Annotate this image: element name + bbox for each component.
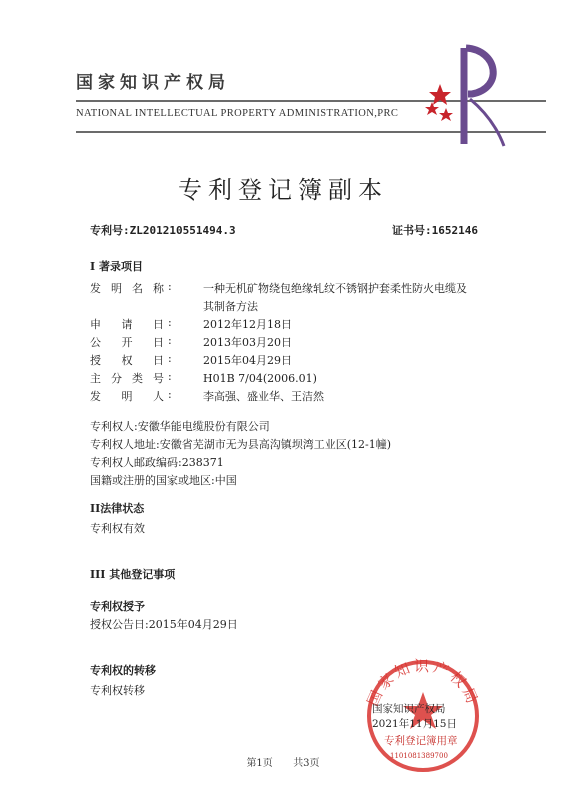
page-total: 共3页 (293, 758, 320, 769)
grant-subtitle: 专利权授予 (90, 600, 145, 613)
transfer-subtitle: 专利权的转移 (90, 664, 156, 677)
page-footer (0, 754, 566, 769)
document-title: 专利登记簿副本 (178, 176, 388, 204)
row-label: 发 明 名 称 (90, 282, 164, 295)
patentee-address: 专利权人地址:安徽省芜湖市无为县高沟镇坝湾工业区(12-1幢) (90, 438, 391, 451)
row-main-classification: 主 分 类 号 : H01B 7/04(2006.01) (0, 370, 566, 388)
row-invention-title: 发 明 名 称 : 一种无机矿物绕包绝缘轧纹不锈钢护套柔性防火电缆及其制备方法 (0, 280, 566, 316)
cnipa-logo-icon (418, 44, 508, 148)
org-name-en: NATIONAL INTELLECTUAL PROPERTY ADMINISTRATION,PRC (76, 108, 399, 119)
classification-value: H01B 7/04(2006.01) (203, 372, 317, 385)
patentee-country: 国籍或注册的国家或地区:中国 (90, 474, 237, 487)
legal-status-value: 专利权有效 (90, 522, 145, 535)
row-grant-date: 授 权 日 : 2015年04月29日 (0, 352, 566, 370)
grant-announcement-date: 授权公告日:2015年04月29日 (90, 618, 238, 631)
svg-text:国家知识产权局: 国家知识产权局 (363, 657, 483, 709)
stamp-seal-name: 专利登记簿用章 (384, 735, 458, 747)
section-bibliographic-title: I 著录项目 (90, 260, 143, 273)
application-date-value: 2012年12月18日 (203, 318, 292, 331)
invention-title-value: 一种无机矿物绕包绝缘轧纹不锈钢护套柔性防火电缆及其制备方法 (203, 282, 467, 313)
patent-number: 专利号:ZL201210551494.3 (90, 224, 236, 237)
row-application-date: 申 请 日 : 2012年12月18日 (0, 316, 566, 334)
stamp-code: 1101081389700 (390, 752, 448, 760)
stamp-date: 2021年11月15日 (372, 718, 457, 730)
patentee-postcode: 专利权人邮政编码:238371 (90, 456, 224, 469)
publication-date-value: 2013年03月20日 (203, 336, 292, 349)
inventors-value: 李高强、盛业华、王洁然 (203, 390, 324, 403)
section-other-items-title: III 其他登记事项 (90, 568, 176, 581)
org-name-cn: 国家知识产权局 (76, 73, 230, 93)
page-number: 第1页 (246, 758, 273, 769)
row-inventors: 发 明 人 : 李高强、盛业华、王洁然 (0, 388, 566, 406)
certificate-number: 证书号:1652146 (392, 224, 478, 237)
patentee: 专利权人:安徽华能电缆股份有限公司 (90, 420, 270, 433)
row-publication-date: 公 开 日 : 2013年03月20日 (0, 334, 566, 352)
stamp-org: 国家知识产权局 (372, 703, 446, 715)
grant-date-value: 2015年04月29日 (203, 354, 292, 367)
section-legal-status-title: II法律状态 (90, 502, 145, 515)
transfer-value: 专利权转移 (90, 684, 145, 697)
